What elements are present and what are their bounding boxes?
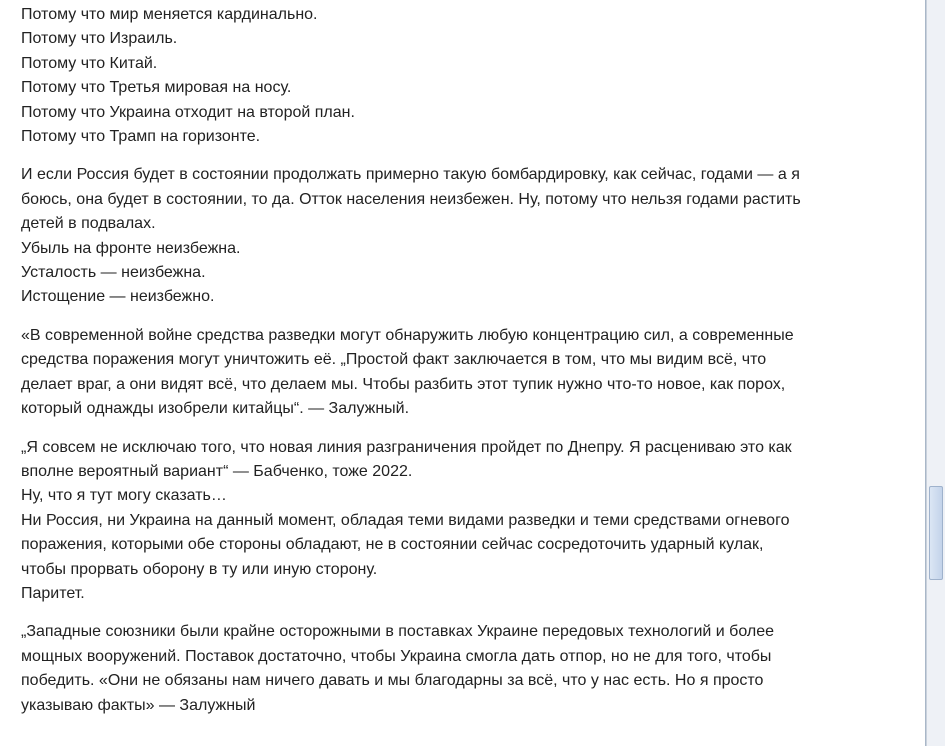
text-line: детей в подвалах. [21,215,156,233]
text-line: делает враг, а они видят всё, что делаем мы. Чтобы разбить этот тупик нужно что-то новое, как порох, [21,375,786,393]
scrollbar-thumb[interactable] [929,486,943,580]
text-line: Убыль на фронте неизбежна. [21,239,241,257]
text-line: Ни Россия, ни Украина на данный момент, обладая теми видами разведки и теми средствами огневого [21,511,790,529]
paragraph [21,3,901,149]
paragraph [21,324,901,422]
text-line: И если Россия будет в состоянии продолжать примерно такую бомбардировку, как сейчас, годами — а я [21,166,800,184]
text-line: средства поражения могут уничтожить её. „Простой факт заключается в том, что мы видим всё, что [21,351,767,369]
text-line: Потому что Украина отходит на второй план. [21,103,355,121]
article-text [21,3,901,732]
text-line: вполне вероятный вариант“ — Бабченко, тоже 2022. [21,462,413,480]
text-line: „Я совсем не исключаю того, что новая линия разграничения пройдет по Днепру. Я расцениваю это как [21,438,792,456]
text-line: Потому что Третья мировая на носу. [21,79,292,97]
text-line: «В современной войне средства разведки могут обнаружить любую концентрацию сил, а современные [21,326,794,344]
text-line: указываю факты» — Залужный [21,696,256,714]
text-line: Истощение — неизбежно. [21,288,215,306]
text-line: боюсь, она будет в состоянии, то да. Отток населения неизбежен. Ну, потому что нельзя годами растить [21,190,801,208]
paragraph [21,436,901,607]
vertical-scrollbar[interactable] [926,0,945,746]
text-line: Потому что Трамп на горизонте. [21,128,261,146]
paragraph [21,620,901,718]
text-line: „Западные союзники были крайне осторожными в поставках Украине передовых технологий и более [21,623,774,641]
text-line: Потому что мир меняется кардинально. [21,6,318,23]
text-line: поражения, которыми обе стороны обладают, не в состоянии сейчас сосредоточить ударный кулак, [21,536,764,554]
paragraph [21,163,901,309]
text-line: победить. «Они не обязаны нам ничего давать и мы благодарны за всё, что у нас есть. Но я просто [21,672,764,690]
text-line: Паритет. [21,584,85,602]
text-line: Потому что Израиль. [21,30,178,48]
text-line: Потому что Китай. [21,54,158,72]
text-line: Ну, что я тут могу сказать… [21,487,227,505]
text-line: мощных вооружений. Поставок достаточно, чтобы Украина смогла дать отпор, но не для того, чтобы [21,647,772,665]
text-line: который однажды изобрели китайцы“. — Залужный. [21,400,410,418]
text-line: Усталость — неизбежна. [21,264,206,282]
text-line: чтобы прорвать оборону в ту или иную сторону. [21,560,378,578]
